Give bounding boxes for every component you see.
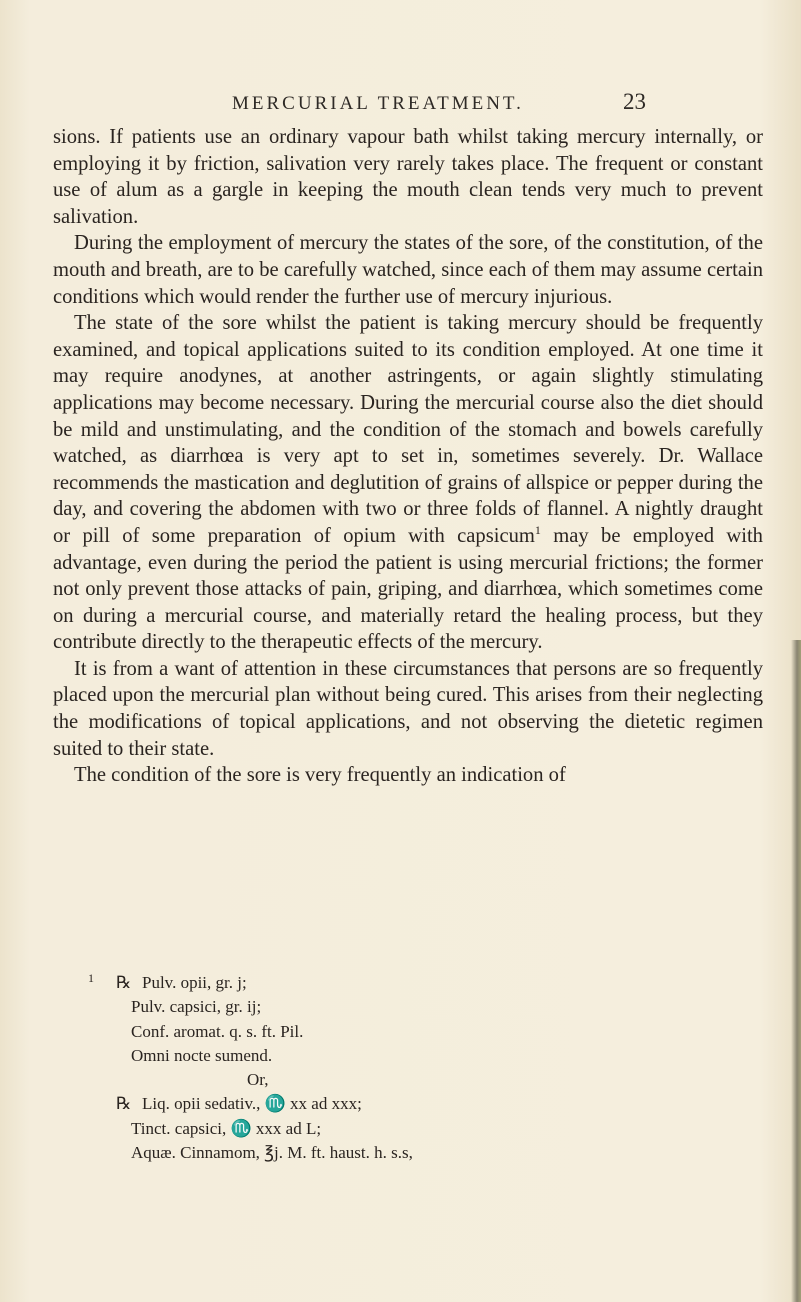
paragraph-text: The state of the sore whilst the patient is taking mercury should be frequently examined, and topical applications suited to its condition employed. At one time it may require anodynes, at another astringents, or again slightly stimulating applications may become necessary. During the mercurial course also the diet should be mild and unstimulating, and the condition of the stomach and bowels carefully watched, as diarrhœa is very apt to set in, sometimes severely. Dr. Wallace recommends the mastication and deglutition of grains of allspice or pepper during the day, and covering the abdomen with two or three folds of flannel. A nightly draught or pill of some preparation of opium with capsicum bbox=[53, 312, 763, 547]
footnote-line: Aquæ. Cinnamom, ℥j. M. ft. haust. h. s.s, bbox=[131, 1143, 413, 1163]
footnote-line: 1 ℞ Pulv. opii, gr. j; bbox=[88, 966, 648, 995]
footnote-line: Tinct. capsici, ♏ xxx ad L; bbox=[131, 1118, 322, 1138]
page-number: 23 bbox=[623, 89, 646, 114]
paragraph-text: may be employed with advantage, even during the period the patient is using mercurial frictions; the former not only prevent those attacks of pain, griping, and diarrhœa, which sometimes come on during a mercurial course, and materially retard the healing process, but they contribute directly to the therapeutic effects of the mercury. bbox=[53, 524, 763, 654]
footnote-line: ℞ Liq. opii sedativ., ♏ xx ad xxx; bbox=[88, 1092, 648, 1116]
footnote bbox=[88, 966, 648, 1165]
recipe-icon: ℞ bbox=[116, 973, 132, 992]
paragraph bbox=[53, 310, 763, 656]
paragraph: It is from a want of attention in these circumstances that persons are so frequently placed upon the mercurial plan without being cured. This arises from their neglecting the modifications of topical applications, and not observing the dietetic regimen suited to their state. bbox=[53, 657, 763, 760]
footnote-line: Or, bbox=[247, 1070, 269, 1090]
running-head: MERCURIAL TREATMENT. bbox=[232, 93, 524, 114]
footnote-line: Omni nocte sumend. bbox=[131, 1045, 273, 1065]
page-edge-shadow bbox=[791, 640, 801, 1302]
footnote-reference: 1 bbox=[534, 522, 541, 537]
recipe-icon: ℞ bbox=[116, 1094, 132, 1114]
body-text bbox=[53, 124, 763, 789]
footnote-line: Pulv. capsici, gr. ij; bbox=[131, 997, 262, 1017]
paragraph: sions. If patients use an ordinary vapour bath whilst taking mercury internally, or employing it by friction, salivation very rarely takes place. The frequent or constant use of alum as a gargle in keeping the mouth clean tends very much to prevent salivation. bbox=[53, 126, 763, 228]
footnote-mark: 1 bbox=[88, 971, 94, 985]
paragraph: During the employment of mercury the states of the sore, of the constitution, of the mouth and breath, are to be carefully watched, since each of them may assume certain conditions which would render the further use of mercury injurious. bbox=[53, 232, 763, 308]
footnote-line: Conf. aromat. q. s. ft. Pil. bbox=[131, 1021, 304, 1041]
page-header bbox=[0, 89, 801, 123]
paragraph: The condition of the sore is very frequently an indication of bbox=[74, 764, 566, 787]
